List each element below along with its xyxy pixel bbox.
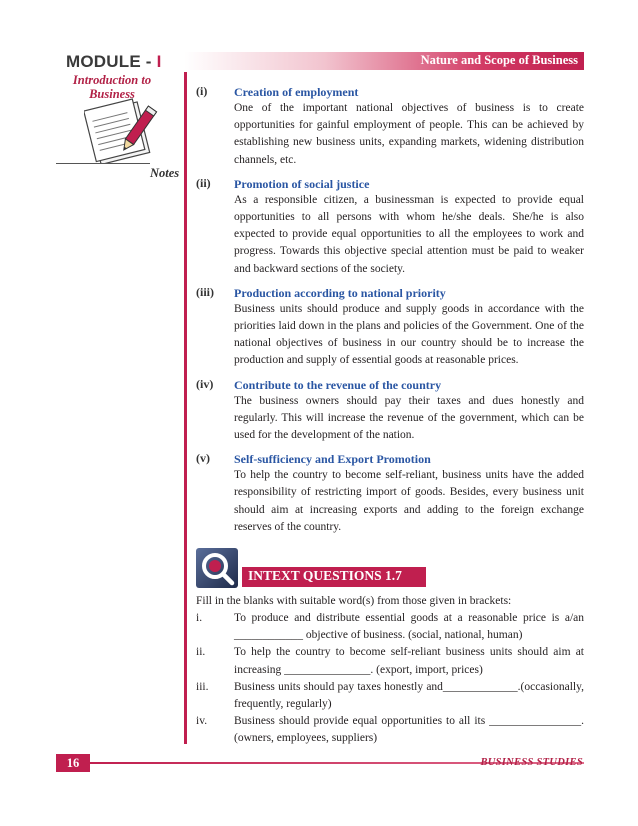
notes-pencil-icon (84, 98, 164, 164)
objective-body: One of the important national objectives of business is to create opportunities for gainful employment of people. This can be achieved by establishing new business units, expanding markets, widening distribution channels, etc. (234, 102, 584, 166)
question-number: ii. (196, 646, 206, 659)
module-subtitle: Introduction to Business (72, 73, 152, 101)
margin-rule (184, 72, 187, 744)
question-text: To help the country to become self-reliant business units should aim at increasing _______________. (export, import, prices) (234, 646, 584, 676)
module-number: I (156, 52, 162, 71)
objective-body: To help the country to become self-reliant, business units have the added responsibility of restricting import of goods. Besides, every business unit should aim at increasing exports and adding to the foreign exchange reserves of the country. (234, 469, 584, 533)
intext-title: INTEXT QUESTIONS 1.7 (248, 568, 402, 583)
objective-item (196, 176, 584, 278)
question-text: Business units should pay taxes honestly and_____________.(occasionally, frequently, regularly) (234, 680, 584, 711)
notes-divider (56, 163, 150, 164)
section-title: Nature and Scope of Business (420, 53, 578, 67)
module-label (66, 52, 162, 72)
objective-heading: Contribute to the revenue of the country (234, 377, 442, 392)
intext-title-bar (242, 567, 426, 587)
objective-number: (v) (196, 451, 210, 466)
objective-number: (i) (196, 84, 208, 98)
intext-header (196, 548, 436, 588)
objective-body: Business units should produce and supply goods in accordance with the priorities laid down in the plans and policies of the Government. One of the national objectives of business in our country should be to increase the production and supply of essential goods at reasonable prices. (234, 302, 584, 367)
objective-heading: Production according to national priority (234, 285, 446, 300)
question-item (196, 713, 584, 747)
objective-body: The business owners should pay their taxes and dues honestly and regularly. This will increase the revenue of the government, which can be used for the development of the nation. (234, 394, 584, 442)
objective-item (196, 451, 584, 536)
objective-body: As a responsible citizen, a businessman is expected to provide equal opportunities to all persons with whom he/she deals. She/he is also expected to provide equal opportunities to all the employees to work and progress. Towards this objective special attention must be paid to weaker and backward sections of the society. (234, 193, 584, 275)
objective-heading: Creation of employment (234, 85, 359, 99)
notes-label: Notes (150, 166, 180, 180)
header-bar (184, 52, 584, 70)
question-number: iv. (196, 715, 208, 728)
objective-number: (iii) (196, 284, 214, 299)
page-number: 16 (56, 754, 90, 772)
question-text: To produce and distribute essential goods at a reasonable price is a/an ____________ objective of business. (social, national, human) (234, 612, 584, 642)
question-list (196, 593, 584, 748)
question-text: Business should provide equal opportunities to all its ________________. (owners, employees, suppliers) (234, 715, 584, 745)
question-item (196, 644, 584, 678)
objective-number: (iv) (196, 376, 214, 391)
question-instruction: Fill in the blanks with suitable word(s) from those given in brackets: (196, 595, 512, 607)
objective-heading: Promotion of social justice (234, 176, 370, 191)
objective-item (196, 84, 584, 169)
objective-number: (ii) (196, 175, 211, 190)
question-item (196, 610, 584, 644)
question-item (196, 679, 584, 713)
objectives-list (196, 84, 584, 543)
objective-item (196, 377, 584, 445)
question-number: iii. (196, 680, 209, 693)
book-title: BUSINESS STUDIES (480, 757, 583, 768)
objective-heading: Self-sufficiency and Export Promotion (234, 452, 431, 467)
question-number: i. (196, 612, 203, 624)
objective-item (196, 285, 584, 370)
question-magnifier-icon (196, 548, 238, 588)
module-word: MODULE - (66, 52, 152, 71)
